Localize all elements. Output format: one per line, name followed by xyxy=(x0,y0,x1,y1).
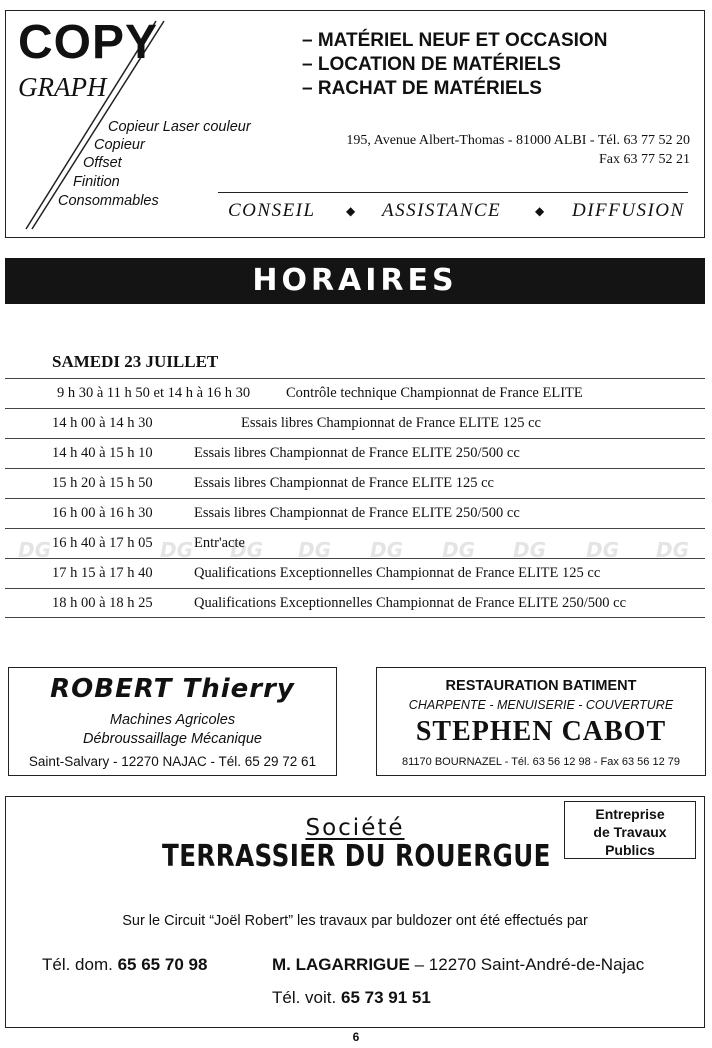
headline: – MATÉRIEL NEUF ET OCCASION xyxy=(302,30,608,51)
business-line: Débroussaillage Mécanique xyxy=(83,731,262,747)
schedule-row xyxy=(5,588,705,618)
business-subheading: CHARPENTE - MENUISERIE - COUVERTURE xyxy=(408,698,674,712)
schedule-row xyxy=(5,408,705,438)
service-item: Finition xyxy=(73,174,120,190)
tag-diffusion: DIFFUSION xyxy=(572,200,685,221)
tag-assistance: ASSISTANCE xyxy=(382,200,502,221)
section-title: HORAIRES xyxy=(252,263,458,298)
phone-car-number: 65 73 91 51 xyxy=(340,988,431,1007)
schedule-row xyxy=(5,528,705,558)
business-address: 81170 BOURNAZEL - Tél. 63 56 12 98 - Fax 63 56 12 79 xyxy=(401,756,680,768)
schedule-row xyxy=(5,438,705,468)
phone-car-label: Tél. voit. xyxy=(272,988,337,1007)
service-item: Copieur Laser couleur xyxy=(108,119,251,135)
phone-home-label: Tél. dom. xyxy=(42,955,113,974)
tag-conseil: CONSEIL xyxy=(228,200,316,221)
schedule-time: 17 h 15 à 17 h 40 xyxy=(52,565,153,581)
phone-home-number: 65 65 70 98 xyxy=(117,955,208,974)
watermark-text: DG xyxy=(370,538,404,562)
business-name: ROBERT Thierry xyxy=(50,674,295,704)
diamond-icon: ◆ xyxy=(535,204,545,218)
phone-car xyxy=(272,988,431,1008)
schedule-day: SAMEDI 23 JUILLET xyxy=(52,352,219,371)
schedule-time: 14 h 40 à 15 h 10 xyxy=(52,445,153,461)
service-item: Consommables xyxy=(58,193,159,209)
schedule-time: 16 h 40 à 17 h 05 xyxy=(52,535,153,551)
schedule-event: Qualifications Exceptionnelles Championnat de France ELITE 125 cc xyxy=(194,565,601,581)
schedule-event: Contrôle technique Championnat de France ELITE xyxy=(286,385,583,401)
company-name: TERRASSIER DU ROUERGUE xyxy=(162,839,551,874)
business-name: STEPHEN CABOT xyxy=(415,716,667,747)
schedule-row xyxy=(5,378,705,408)
phone-home xyxy=(42,955,207,975)
societe-label: Société xyxy=(305,815,405,841)
watermark-text: DG xyxy=(586,538,620,562)
schedule-event: Essais libres Championnat de France ELITE 250/500 cc xyxy=(194,505,520,521)
diamond-icon: ◆ xyxy=(346,204,356,218)
schedule-time: 18 h 00 à 18 h 25 xyxy=(52,595,153,611)
terrassier-ad xyxy=(5,796,705,1028)
schedule-row xyxy=(5,468,705,498)
schedule-event: Entr'acte xyxy=(194,535,245,551)
headline: – LOCATION DE MATÉRIELS xyxy=(302,54,561,75)
headline: – RACHAT DE MATÉRIELS xyxy=(302,78,542,99)
schedule-row xyxy=(5,558,705,588)
watermark-text: DG xyxy=(230,538,264,562)
watermark-text: DG xyxy=(18,538,52,562)
schedule-time: 14 h 00 à 14 h 30 xyxy=(52,415,153,431)
business-heading: RESTAURATION BATIMENT xyxy=(445,678,637,694)
schedule-event: Qualifications Exceptionnelles Championnat de France ELITE 250/500 cc xyxy=(194,595,627,611)
watermark-text: DG xyxy=(160,538,194,562)
horaires-banner xyxy=(5,258,705,304)
schedule-time: 15 h 20 à 15 h 50 xyxy=(52,475,153,491)
contact-person xyxy=(272,955,644,975)
watermark-text: DG xyxy=(442,538,476,562)
address-text: 195, Avenue Albert-Thomas - 81000 ALBI - Tél. 63 77 52 20 xyxy=(346,133,690,148)
person-name: M. LAGARRIGUE xyxy=(272,955,410,974)
schedule-event: Essais libres Championnat de France ELITE 125 cc xyxy=(194,475,494,491)
fax-text: Fax 63 77 52 21 xyxy=(599,152,690,167)
robert-thierry-ad xyxy=(8,667,337,776)
logo-graph-text: GRAPH xyxy=(18,72,107,102)
schedule-event: Essais libres Championnat de France ELITE 250/500 cc xyxy=(194,445,520,461)
services-line: Publics xyxy=(605,842,655,858)
service-item: Offset xyxy=(83,155,122,171)
page-number: 6 xyxy=(352,1030,360,1044)
intro-text: Sur le Circuit “Joël Robert” les travaux par buldozer ont été effectués par xyxy=(122,913,588,929)
person-address: – 12270 Saint-André-de-Najac xyxy=(414,955,645,974)
schedule-event: Essais libres Championnat de France ELITE 125 cc xyxy=(241,415,541,431)
schedule-time: 16 h 00 à 16 h 30 xyxy=(52,505,153,521)
service-item: Copieur xyxy=(94,137,145,153)
schedule-row xyxy=(5,498,705,528)
services-line: Entreprise xyxy=(595,806,665,822)
watermark-text: DG xyxy=(298,538,332,562)
business-line: Machines Agricoles xyxy=(109,712,236,728)
divider-line xyxy=(218,192,688,193)
business-address: Saint-Salvary - 12270 NAJAC - Tél. 65 29 72 61 xyxy=(28,754,317,769)
services-line: de Travaux xyxy=(593,824,667,840)
logo-copy-text: COPY xyxy=(18,16,159,69)
watermark-text: DG xyxy=(513,538,547,562)
copygraph-ad xyxy=(5,10,705,238)
watermark-text: DG xyxy=(656,538,690,562)
stephen-cabot-ad xyxy=(376,667,706,776)
schedule-time: 9 h 30 à 11 h 50 et 14 h à 16 h 30 xyxy=(57,385,251,401)
